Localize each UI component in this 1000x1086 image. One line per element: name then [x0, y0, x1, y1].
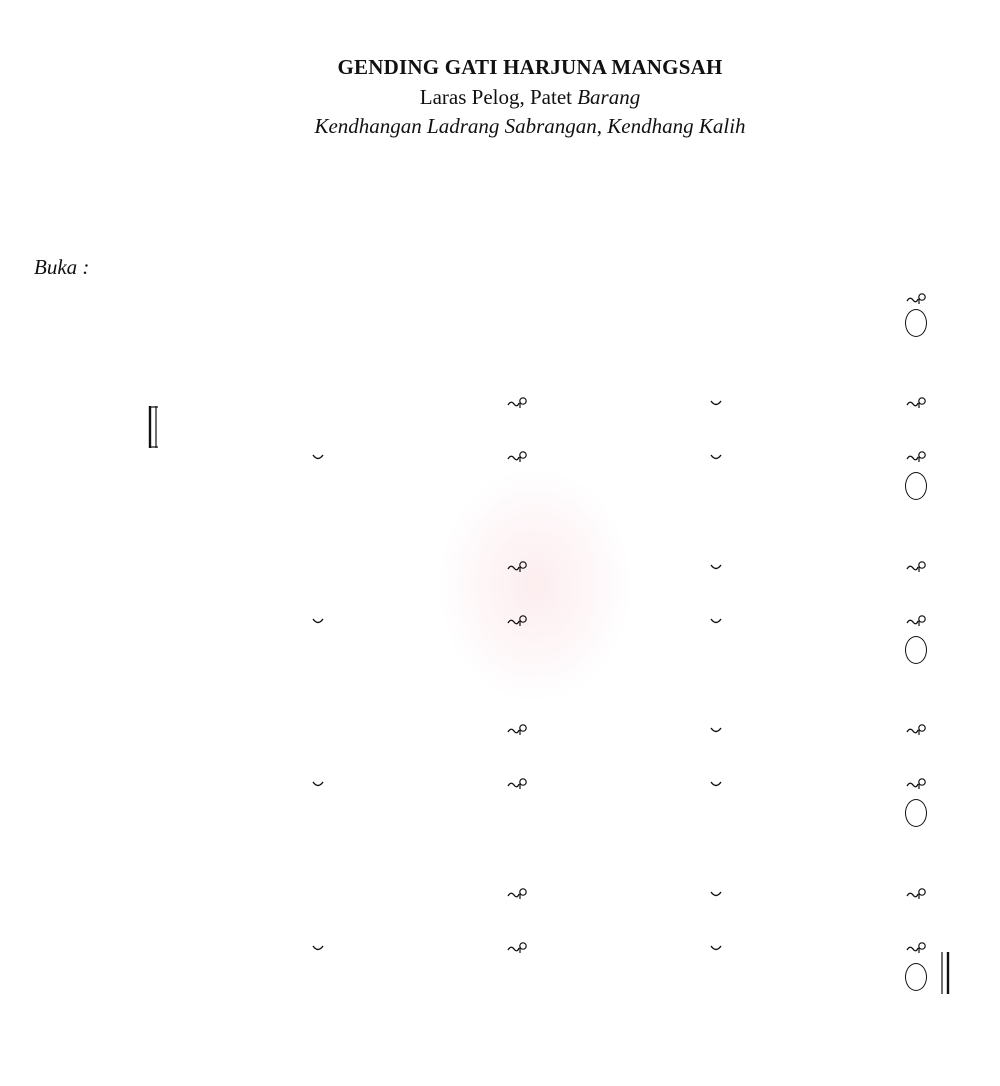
- gong-circle: [905, 309, 927, 337]
- kempyang-mark: [861, 781, 881, 795]
- note-5: [811, 254, 841, 280]
- dot-note: [169, 254, 199, 280]
- gong-mark: [507, 941, 529, 954]
- note-6: [766, 309, 796, 335]
- note-3: [413, 909, 443, 935]
- note-5: [457, 909, 487, 935]
- note-5: [303, 909, 333, 935]
- note-7: [566, 963, 596, 989]
- kempyang-mark: [571, 945, 591, 959]
- note-5: [214, 799, 244, 825]
- gong-mark: [906, 941, 928, 954]
- kethuk-mark: [219, 945, 239, 959]
- note-5: [368, 418, 398, 444]
- kempyang-mark: [373, 564, 393, 578]
- note-2: [656, 963, 686, 989]
- kethuk-mark: [816, 727, 836, 741]
- kempyang-mark: [373, 618, 393, 632]
- kempyang-mark: [462, 945, 482, 959]
- kenong-mark: [710, 780, 722, 793]
- note-3: [856, 963, 886, 989]
- note-5: [368, 309, 398, 335]
- gong-mark: [507, 560, 529, 573]
- dot-note: [368, 745, 398, 771]
- note-6: [502, 963, 532, 989]
- note-7: [566, 472, 596, 498]
- laras-patet: [310, 85, 750, 110]
- note-2: [303, 745, 333, 771]
- note-5: [368, 472, 398, 498]
- note-2: [214, 582, 244, 608]
- note-7: [258, 963, 288, 989]
- kempyang-mark: [263, 618, 283, 632]
- note-6: [502, 582, 532, 608]
- kenong-mark: [710, 399, 722, 412]
- kenong-mark: [312, 453, 324, 466]
- kempyang-mark: [571, 618, 591, 632]
- kempyang-mark: [462, 618, 482, 632]
- note-5: [811, 309, 841, 335]
- kethuk-mark: [219, 618, 239, 632]
- patet-name: Barang: [577, 85, 641, 109]
- note-2: [303, 799, 333, 825]
- note-6: [656, 582, 686, 608]
- dot-note: [303, 963, 333, 989]
- kethuk-mark: [617, 945, 637, 959]
- note-5: [811, 636, 841, 662]
- kempyang-mark: [661, 454, 681, 468]
- gong-mark: [507, 396, 529, 409]
- note-3: [856, 309, 886, 335]
- kethuk-mark: [219, 727, 239, 741]
- gong-circle: [905, 472, 927, 500]
- note-2: [901, 254, 931, 280]
- kenong-mark: [312, 617, 324, 630]
- kempyang-mark: [462, 781, 482, 795]
- note-7: [701, 582, 731, 608]
- kenong-mark: [710, 890, 722, 903]
- dot-note: [258, 582, 288, 608]
- kempyang-mark: [661, 400, 681, 414]
- note-6: [413, 472, 443, 498]
- gong-mark: [906, 560, 928, 573]
- note-5: [811, 418, 841, 444]
- note-5: [457, 799, 487, 825]
- note-6: [502, 909, 532, 935]
- kenong-mark: [710, 563, 722, 576]
- kethuk-mark: [617, 400, 637, 414]
- kempyang-mark: [661, 727, 681, 741]
- kethuk-mark: [418, 781, 438, 795]
- note-6: [612, 745, 642, 771]
- buka-label: Buka :: [34, 255, 90, 279]
- note-7: [701, 963, 731, 989]
- kempyang-mark: [174, 891, 194, 905]
- note-6: [413, 309, 443, 335]
- note-7: [612, 963, 642, 989]
- gong-mark: [906, 887, 928, 900]
- note-7: [258, 636, 288, 662]
- kempyang-mark: [174, 454, 194, 468]
- note-7: [701, 418, 731, 444]
- note-2: [214, 963, 244, 989]
- gong-mark: [906, 396, 928, 409]
- note-5: [612, 909, 642, 935]
- note-2: [214, 472, 244, 498]
- kempyang-mark: [861, 400, 881, 414]
- note-2: [701, 799, 731, 825]
- note-2: [901, 418, 931, 444]
- kethuk-mark: [418, 727, 438, 741]
- note-3: [214, 745, 244, 771]
- note-7: [701, 254, 731, 280]
- kempyang-mark: [861, 891, 881, 905]
- kethuk-mark: [418, 891, 438, 905]
- note-6: [413, 963, 443, 989]
- note-7: [612, 472, 642, 498]
- note-7: [258, 309, 288, 335]
- dot-note: [169, 472, 199, 498]
- note-7: [701, 472, 731, 498]
- note-3: [169, 745, 199, 771]
- kempyang-mark: [771, 945, 791, 959]
- kempyang-mark: [462, 400, 482, 414]
- page-title: GENDING GATI HARJUNA MANGSAH: [337, 55, 723, 79]
- kethuk-mark: [617, 454, 637, 468]
- note-6: [766, 582, 796, 608]
- note-2: [368, 909, 398, 935]
- kempyang-mark: [661, 781, 681, 795]
- kempyang-mark: [263, 727, 283, 741]
- kempyang-mark: [771, 454, 791, 468]
- kempyang-mark: [771, 564, 791, 578]
- kempyang-mark: [462, 564, 482, 578]
- kethuk-mark: [418, 400, 438, 414]
- note-7: [457, 636, 487, 662]
- note-6: [656, 418, 686, 444]
- gong-mark: [906, 777, 928, 790]
- kempyang-mark: [861, 727, 881, 741]
- note-2: [214, 254, 244, 280]
- laras-text: Laras Pelog, Patet: [419, 85, 578, 109]
- note-6: [612, 799, 642, 825]
- kempyang-mark: [174, 727, 194, 741]
- gong-mark: [507, 450, 529, 463]
- kempyang-mark: [174, 618, 194, 632]
- kempyang-mark: [263, 781, 283, 795]
- note-6: [766, 636, 796, 662]
- kethuk-mark: [418, 564, 438, 578]
- dot-note: [566, 909, 596, 935]
- note-3: [856, 636, 886, 662]
- note-7: [258, 472, 288, 498]
- note-7: [566, 636, 596, 662]
- dot-note: [303, 472, 333, 498]
- note-6: [766, 963, 796, 989]
- dot-note: [566, 254, 596, 280]
- note-7: [457, 309, 487, 335]
- gong-mark: [507, 887, 529, 900]
- note-6: [901, 745, 931, 771]
- kempyang-mark: [771, 891, 791, 905]
- kempyang-mark: [174, 781, 194, 795]
- note-3: [856, 909, 886, 935]
- note-7: [413, 745, 443, 771]
- kempyang-mark: [263, 454, 283, 468]
- note-3: [856, 582, 886, 608]
- dot-note: [566, 418, 596, 444]
- kempyang-mark: [373, 781, 393, 795]
- note-2: [901, 582, 931, 608]
- note-6: [766, 254, 796, 280]
- repeat-start-bar: [148, 406, 159, 448]
- note-5: [368, 636, 398, 662]
- note-5: [612, 418, 642, 444]
- dot-note: [169, 636, 199, 662]
- kempyang-mark: [861, 454, 881, 468]
- kempyang-mark: [373, 454, 393, 468]
- note-5: [856, 745, 886, 771]
- kempyang-mark: [263, 945, 283, 959]
- kethuk-mark: [816, 945, 836, 959]
- note-6: [502, 745, 532, 771]
- note-6: [502, 418, 532, 444]
- note-3: [258, 909, 288, 935]
- note-6: [766, 909, 796, 935]
- note-7: [457, 472, 487, 498]
- dot-note: [303, 309, 333, 335]
- note-3: [303, 254, 333, 280]
- kempyang-mark: [861, 618, 881, 632]
- note-5: [612, 254, 642, 280]
- note-6: [413, 636, 443, 662]
- note-6: [413, 582, 443, 608]
- note-7: [656, 799, 686, 825]
- note-6: [502, 636, 532, 662]
- note-2: [656, 309, 686, 335]
- note-7: [811, 799, 841, 825]
- kempyang-mark: [661, 945, 681, 959]
- dot-note: [303, 636, 333, 662]
- kempyang-mark: [462, 727, 482, 741]
- note-5: [566, 799, 596, 825]
- kethuk-mark: [617, 564, 637, 578]
- kethuk-mark: [617, 781, 637, 795]
- note-3: [856, 254, 886, 280]
- dot-note: [566, 582, 596, 608]
- note-3: [856, 472, 886, 498]
- kethuk-mark: [816, 564, 836, 578]
- note-6: [502, 254, 532, 280]
- note-7: [566, 309, 596, 335]
- note-7: [701, 309, 731, 335]
- note-3: [169, 909, 199, 935]
- kempyang-mark: [571, 727, 591, 741]
- repeat-end-bar: [940, 952, 951, 994]
- kethuk-mark: [219, 454, 239, 468]
- kempyang-mark: [661, 891, 681, 905]
- dot-note: [766, 745, 796, 771]
- kethuk-mark: [816, 618, 836, 632]
- kethuk-mark: [219, 891, 239, 905]
- note-2: [214, 418, 244, 444]
- kethuk-mark: [219, 781, 239, 795]
- dot-note: [258, 254, 288, 280]
- gong-mark: [906, 450, 928, 463]
- kethuk-mark: [219, 400, 239, 414]
- gong-mark: [507, 723, 529, 736]
- kempyang-mark: [174, 945, 194, 959]
- dot-note: [169, 582, 199, 608]
- note-2: [701, 745, 731, 771]
- kempyang-mark: [571, 454, 591, 468]
- note-6: [656, 254, 686, 280]
- note-7: [413, 799, 443, 825]
- kethuk-mark: [617, 727, 637, 741]
- dot-note: [169, 309, 199, 335]
- kethuk-mark: [816, 891, 836, 905]
- note-5: [214, 909, 244, 935]
- note-5: [856, 799, 886, 825]
- note-6: [502, 472, 532, 498]
- kempyang-mark: [661, 564, 681, 578]
- note-3: [303, 582, 333, 608]
- note-2: [214, 309, 244, 335]
- kethuk-mark: [418, 454, 438, 468]
- note-7: [701, 636, 731, 662]
- kethuk-mark: [219, 564, 239, 578]
- gong-mark: [906, 614, 928, 627]
- dot-note: [766, 799, 796, 825]
- note-2: [656, 472, 686, 498]
- kempyang-mark: [462, 454, 482, 468]
- kempyang-mark: [571, 781, 591, 795]
- gong-circle: [905, 963, 927, 991]
- note-2: [656, 636, 686, 662]
- gong-mark: [507, 614, 529, 627]
- kempyang-mark: [462, 891, 482, 905]
- gong-mark: [507, 777, 529, 790]
- kempyang-mark: [661, 618, 681, 632]
- note-3: [303, 418, 333, 444]
- note-7: [701, 909, 731, 935]
- note-5: [457, 745, 487, 771]
- note-6: [766, 472, 796, 498]
- kempyang-mark: [373, 400, 393, 414]
- kempyang-mark: [263, 400, 283, 414]
- kenong-mark: [710, 944, 722, 957]
- note-3: [258, 799, 288, 825]
- dot-note: [169, 418, 199, 444]
- kenong-mark: [312, 780, 324, 793]
- note-7: [457, 582, 487, 608]
- kendhangan-line: Kendhangan Ladrang Sabrangan, Kendhang Kalih: [314, 114, 746, 138]
- kethuk-mark: [418, 618, 438, 632]
- kempyang-mark: [771, 400, 791, 414]
- kempyang-mark: [571, 400, 591, 414]
- note-2: [901, 909, 931, 935]
- kenong-mark: [710, 726, 722, 739]
- kethuk-mark: [816, 781, 836, 795]
- kempyang-mark: [571, 891, 591, 905]
- gong-mark: [906, 723, 928, 736]
- note-6: [766, 418, 796, 444]
- kenong-mark: [710, 617, 722, 630]
- note-5: [368, 963, 398, 989]
- note-7: [457, 418, 487, 444]
- note-6: [656, 909, 686, 935]
- kethuk-mark: [816, 454, 836, 468]
- note-7: [612, 309, 642, 335]
- note-7: [457, 254, 487, 280]
- gong-mark: [906, 292, 928, 305]
- gong-circle: [905, 799, 927, 827]
- kempyang-mark: [373, 945, 393, 959]
- kempyang-mark: [861, 564, 881, 578]
- kempyang-mark: [571, 564, 591, 578]
- dot-note: [258, 418, 288, 444]
- kempyang-mark: [263, 564, 283, 578]
- kempyang-mark: [174, 400, 194, 414]
- kenong-mark: [312, 944, 324, 957]
- kempyang-mark: [174, 564, 194, 578]
- dot-note: [368, 799, 398, 825]
- kethuk-mark: [418, 945, 438, 959]
- kempyang-mark: [263, 891, 283, 905]
- note-3: [169, 799, 199, 825]
- kethuk-mark: [617, 618, 637, 632]
- note-3: [856, 418, 886, 444]
- note-6: [413, 418, 443, 444]
- note-6: [413, 254, 443, 280]
- note-5: [811, 472, 841, 498]
- note-5: [368, 254, 398, 280]
- dot-note: [169, 963, 199, 989]
- note-6: [502, 309, 532, 335]
- kempyang-mark: [373, 891, 393, 905]
- gong-circle: [905, 636, 927, 664]
- note-5: [811, 963, 841, 989]
- kethuk-mark: [617, 891, 637, 905]
- note-7: [612, 636, 642, 662]
- note-5: [566, 745, 596, 771]
- note-7: [656, 745, 686, 771]
- kempyang-mark: [771, 618, 791, 632]
- note-7: [811, 745, 841, 771]
- note-2: [214, 636, 244, 662]
- note-5: [811, 909, 841, 935]
- note-6: [502, 799, 532, 825]
- note-7: [457, 963, 487, 989]
- kempyang-mark: [861, 945, 881, 959]
- kethuk-mark: [816, 400, 836, 414]
- note-5: [811, 582, 841, 608]
- note-5: [612, 582, 642, 608]
- kenong-mark: [710, 453, 722, 466]
- note-5: [368, 582, 398, 608]
- note-5: [258, 745, 288, 771]
